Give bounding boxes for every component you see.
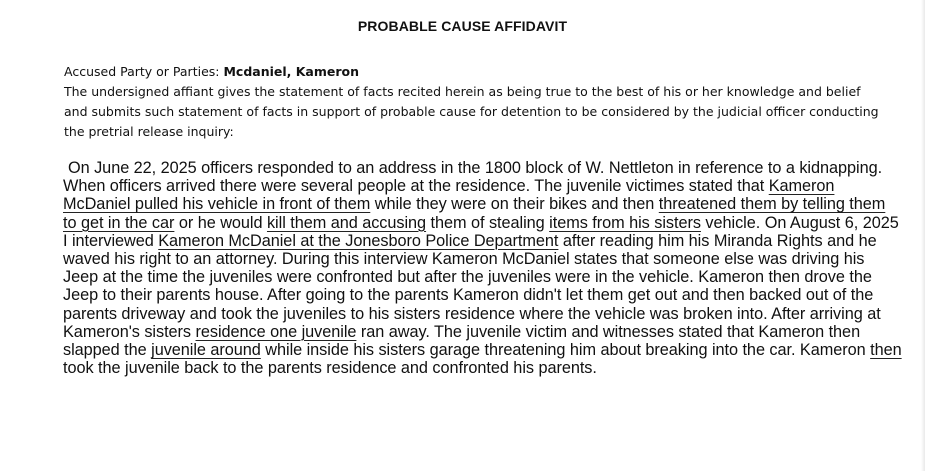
narrative-text: vehicle. On August 6, 2025 I interviewed [63, 213, 899, 250]
underlined-text: kill them and accusing [266, 213, 427, 232]
affidavit-header [64, 62, 884, 142]
accused-line [64, 62, 884, 82]
narrative-text: On June 22, 2025 officers responded to an address in the 1800 block of W. Nettleton in reference to a kidnapping. When officers arrived there were several people at the residence. The juvenile victimes stated that [63, 159, 883, 196]
underlined-text: juvenile around [151, 341, 261, 360]
narrative-text: them of stealing [426, 213, 550, 232]
underlined-text: Kameron McDaniel pulled his vehicle in front of them [63, 177, 835, 214]
narrative-text: or he would [174, 213, 267, 232]
page-edge-shadow [921, 0, 925, 471]
accused-label: Accused Party or Parties: [64, 64, 220, 79]
underlined-text: threatened them by telling them to get in the car [63, 195, 886, 232]
document-title: PROBABLE CAUSE AFFIDAVIT [357, 18, 568, 34]
narrative-text: after reading him his Miranda Rights and he waved his right to an attorney. During this interview Kameron McDaniel states that someone else was driving his Jeep at the time the juveniles were confronted but after the juveniles were in the vehicle. Kameron then drove the Jeep to their parents house. After going to the parents Kameron didn't let them get out and then backed out of the parents driveway and took the juveniles to his sisters residence where the vehicle was broken into. After arriving at Kameron's sisters [63, 231, 881, 341]
accused-name: Mcdaniel, Kameron [223, 64, 360, 79]
underlined-text: then [870, 341, 902, 360]
underlined-text: Kameron McDaniel at the Jonesboro Police Department [158, 231, 559, 250]
narrative-text: while they were on their bikes and then [370, 195, 659, 214]
narrative-text: took the juvenile back to the parents residence and confronted his parents. [63, 359, 597, 378]
affiant-statement: The undersigned affiant gives the statement of facts recited herein as being true to the best of his or her knowledge and belief and submits such statement of facts in support of probable cause for detention to be considered by the judicial officer conducting the pretrial release inquiry: [64, 84, 879, 139]
narrative-text: ran away. The juvenile victim and witnesses stated that Kameron then slapped the [63, 322, 861, 360]
narrative-body [63, 159, 903, 377]
underlined-text: items from his sisters [549, 213, 701, 232]
narrative-text: while inside his sisters garage threatening him about breaking into the car. Kameron [260, 341, 871, 360]
underlined-text: residence one juvenile [195, 322, 357, 341]
narrative-paragraph [63, 159, 903, 377]
